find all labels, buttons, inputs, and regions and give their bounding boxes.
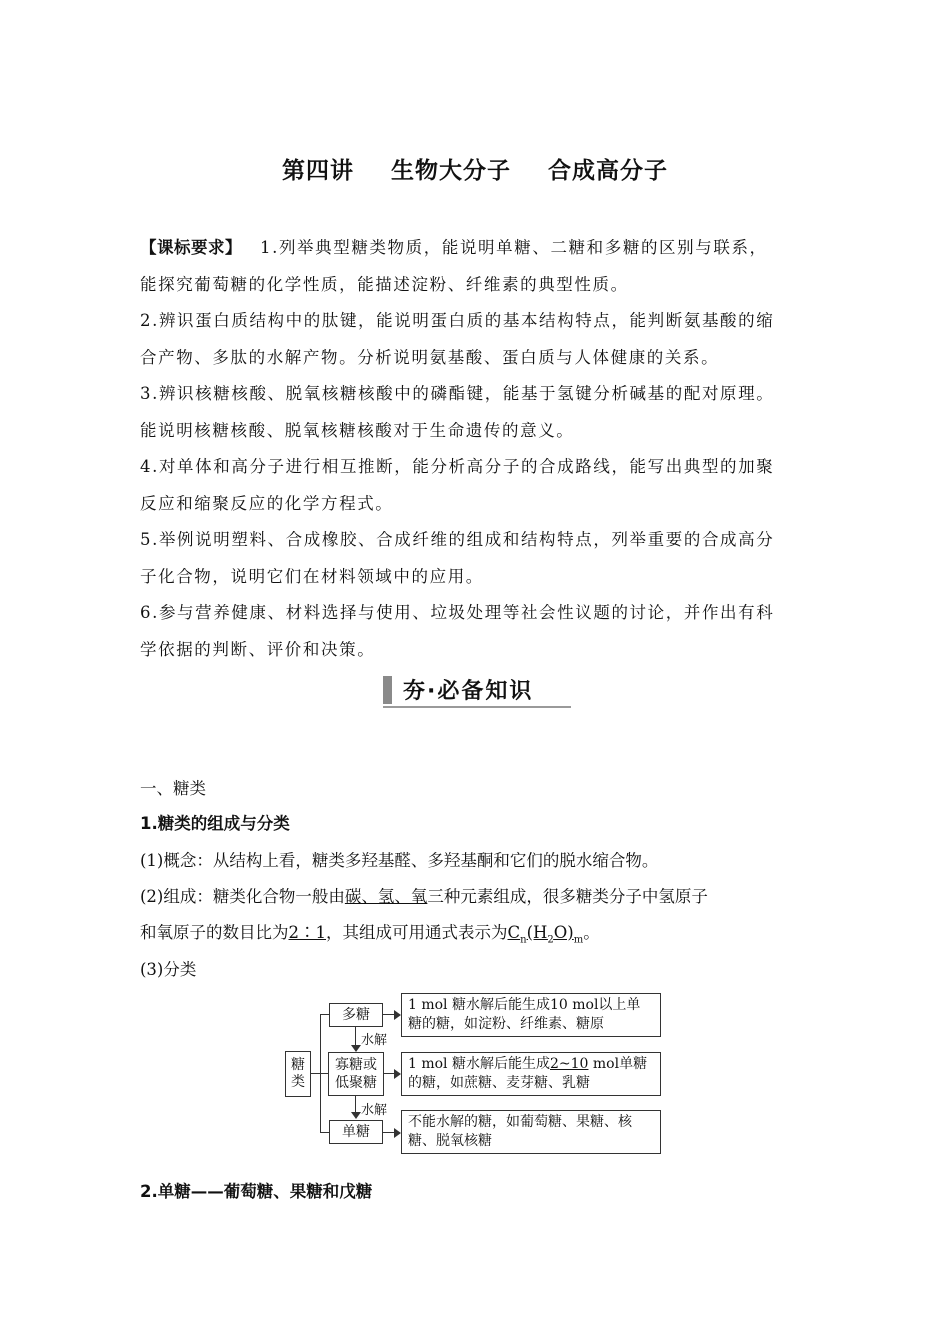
title-topic-1: 生物大分子 xyxy=(391,158,511,184)
composition-elements: 碳、氢、氧 xyxy=(344,887,428,906)
arrow-hydrolysis-2-head xyxy=(351,1112,361,1119)
ratio-mid: ，其组成可用通式表示为 xyxy=(326,923,508,942)
req-2-line-2: 合产物、多肽的水解产物。分析说明氨基酸、蛋白质与人体健康的关系。 xyxy=(140,347,720,367)
req-5-line-1: 5.举例说明塑料、合成橡胶、合成纤维的组成和结构特点，列举重要的合成高分 xyxy=(140,530,775,549)
subheading-composition: 1.糖类的组成与分类 xyxy=(140,814,290,833)
req-2-line-1: 2.辨识蛋白质结构中的肽键，能说明蛋白质的基本结构特点，能判断氨基酸的缩 xyxy=(140,311,775,330)
curriculum-requirements xyxy=(140,230,812,668)
ratio-line xyxy=(140,919,600,945)
req-4-line-1: 4.对单体和高分子进行相互推断，能分析高分子的合成路线，能写出典型的加聚 xyxy=(140,457,775,476)
arrow-hydrolysis-1-head xyxy=(351,1045,361,1052)
banner-title: 夯·必备知识 xyxy=(403,679,534,704)
classification-label: (3)分类 xyxy=(140,960,197,979)
box-oligosaccharide: 寡糖或低聚糖 xyxy=(328,1052,384,1096)
req-1-line-2: 能探究葡萄糖的化学性质，能描述淀粉、纤维素的典型性质。 xyxy=(140,274,629,294)
req-6-line-1: 6.参与营养健康、材料选择与使用、垃圾处理等社会性议题的讨论，并作出有科 xyxy=(140,603,775,622)
ratio-value: 2∶1 xyxy=(288,923,326,942)
req-6-line-2: 学依据的判断、评价和决策。 xyxy=(140,639,376,659)
general-formula: $C_n(H_2O)_m$ xyxy=(507,923,584,946)
composition-line xyxy=(140,883,708,907)
title-lecture: 第四讲 xyxy=(281,158,354,184)
hydrolysis-label-1: 水解 xyxy=(361,1033,388,1048)
root-box-sugars: 糖类 xyxy=(285,1051,311,1097)
concept-line: (1)概念：从结构上看，糖类多羟基醛、多羟基酮和它们的脱水缩合物。 xyxy=(140,851,659,870)
hydrolysis-label-2: 水解 xyxy=(361,1103,388,1118)
composition-suffix: 三种元素组成，很多糖类分子中氢原子 xyxy=(427,887,708,906)
desc-oligosaccharide: 1 mol 糖水解后能生成2~10 mol单糖的糖，如蔗糖、麦芽糖、乳糖 xyxy=(401,1052,661,1096)
desc-monosaccharide: 不能水解的糖，如葡萄糖、果糖、核糖、脱氧核糖 xyxy=(401,1110,661,1154)
requirements-label: 【课标要求】 xyxy=(140,238,242,257)
page-title xyxy=(0,152,950,185)
section-heading: 一、糖类 xyxy=(140,779,206,798)
subheading-monosaccharides: 2.单糖——葡萄糖、果糖和戊糖 xyxy=(140,1182,373,1201)
box-monosaccharide: 单糖 xyxy=(329,1120,383,1144)
desc-polysaccharide: 1 mol 糖水解后能生成10 mol以上单糖的糖，如淀粉、纤维素、糖原 xyxy=(401,993,661,1037)
arrow-mono-desc-head xyxy=(394,1128,401,1138)
connector-oligo xyxy=(320,1073,328,1074)
req-5-line-2: 子化合物，说明它们在材料领域中的应用。 xyxy=(140,566,484,586)
req-4-line-2: 反应和缩聚反应的化学方程式。 xyxy=(140,493,394,513)
sugar-classification-diagram xyxy=(285,993,665,1153)
arrow-oligo-desc-head xyxy=(394,1069,401,1079)
banner-bar xyxy=(383,676,392,704)
formula-end: 。 xyxy=(583,923,600,942)
composition-prefix: (2)组成：糖类化合物一般由 xyxy=(140,887,345,906)
section-banner xyxy=(383,674,571,704)
arrow-poly-desc-head xyxy=(394,1010,401,1020)
box-polysaccharide: 多糖 xyxy=(329,1003,383,1027)
req-3-line-1: 3.辨识核糖核酸、脱氧核糖核酸中的磷酯键，能基于氢键分析碱基的配对原理。 xyxy=(140,384,775,403)
ratio-prefix: 和氧原子的数目比为 xyxy=(140,923,289,942)
req-3-line-2: 能说明核糖核酸、脱氧核糖核酸对于生命遗传的意义。 xyxy=(140,420,575,440)
banner-underline xyxy=(383,706,571,708)
arrow-hydrolysis-1-shaft xyxy=(355,1027,356,1047)
title-topic-2: 合成高分子 xyxy=(548,158,669,184)
req-1-line-1: 1.列举典型糖类物质，能说明单糖、二糖和多糖的区别与联系， xyxy=(260,238,768,257)
